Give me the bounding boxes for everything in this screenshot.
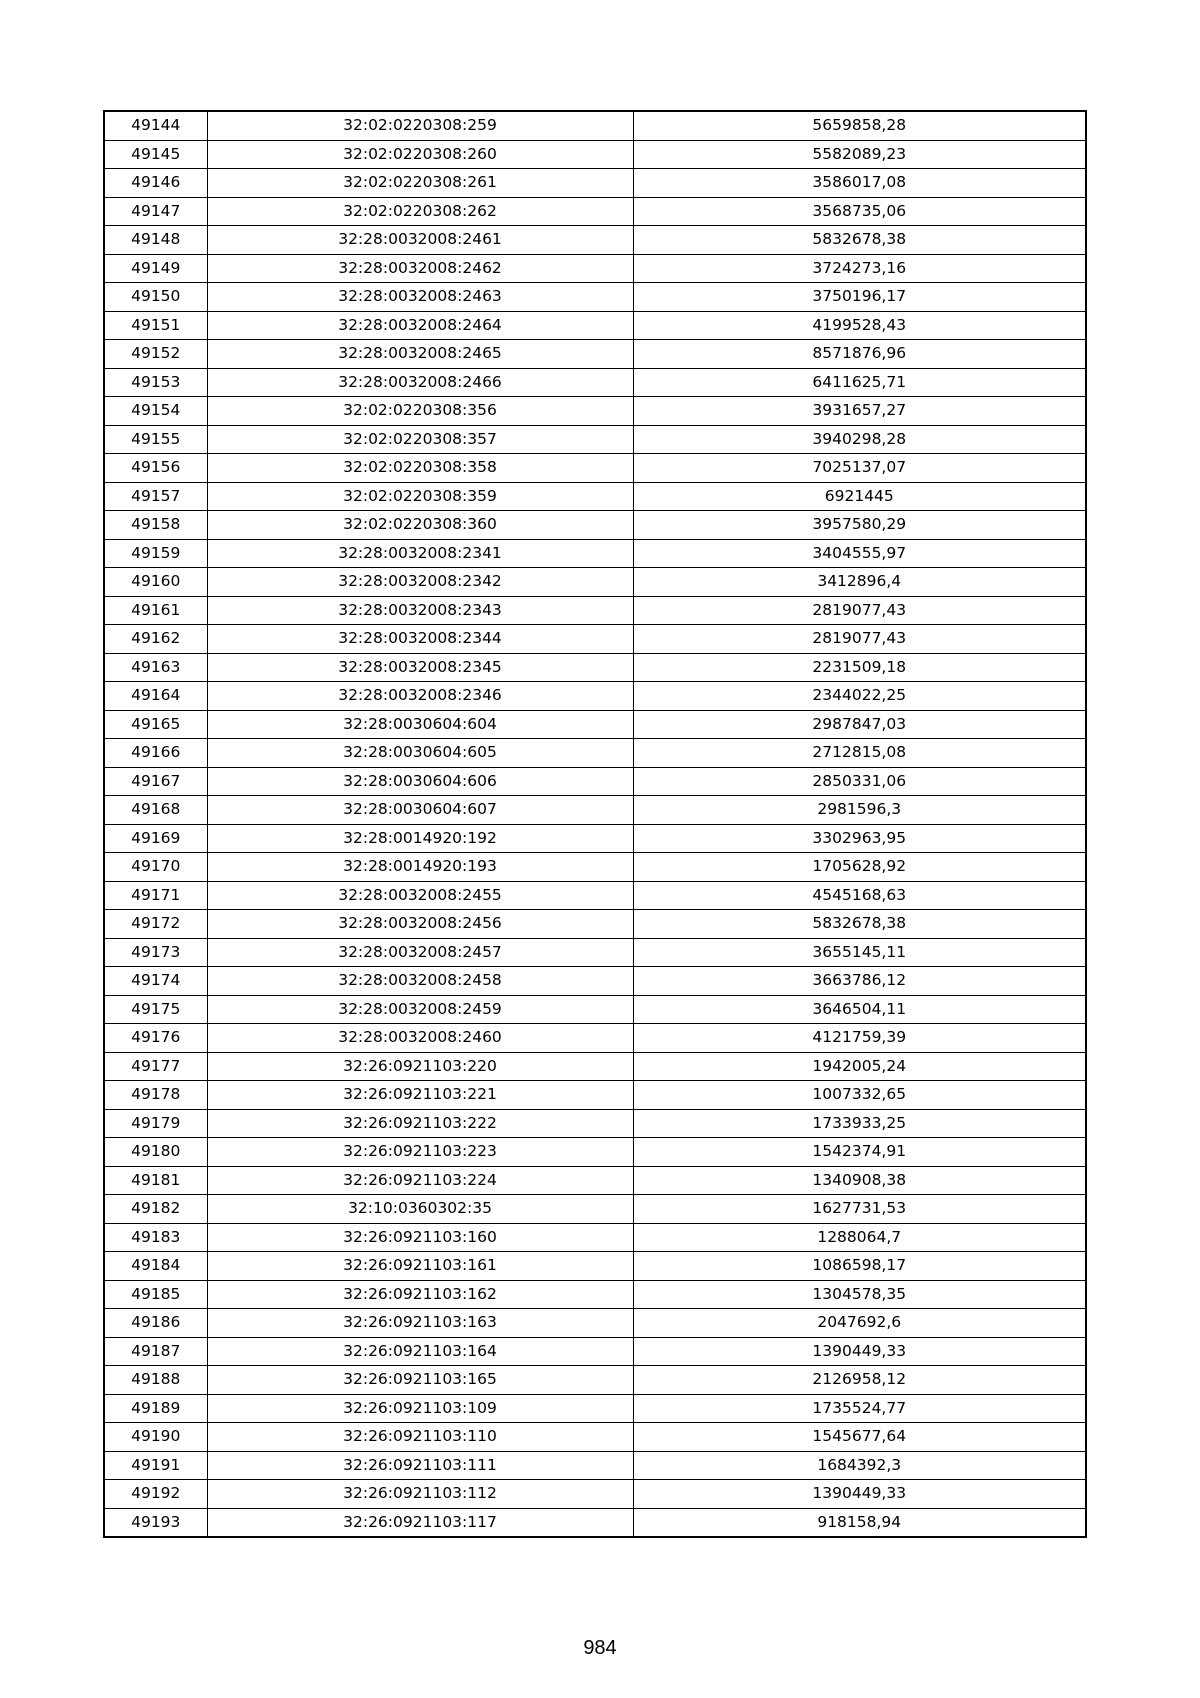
row-number-cell: 49151 — [104, 311, 207, 340]
row-number-cell: 49179 — [104, 1109, 207, 1138]
cadastral-number-cell: 32:26:0921103:220 — [207, 1052, 633, 1081]
value-cell: 1340908,38 — [633, 1166, 1086, 1195]
value-cell: 2047692,6 — [633, 1309, 1086, 1338]
table-row — [104, 596, 1086, 625]
table-row — [104, 226, 1086, 255]
table-row — [104, 111, 1086, 140]
row-number-cell: 49146 — [104, 169, 207, 198]
row-number-cell: 49172 — [104, 910, 207, 939]
table-row — [104, 767, 1086, 796]
row-number-cell: 49174 — [104, 967, 207, 996]
cadastral-number-cell: 32:26:0921103:223 — [207, 1138, 633, 1167]
cadastral-number-cell: 32:28:0032008:2455 — [207, 881, 633, 910]
table-row — [104, 311, 1086, 340]
cadastral-number-cell: 32:26:0921103:109 — [207, 1394, 633, 1423]
row-number-cell: 49173 — [104, 938, 207, 967]
table-row — [104, 1223, 1086, 1252]
cadastral-number-cell: 32:26:0921103:224 — [207, 1166, 633, 1195]
row-number-cell: 49159 — [104, 539, 207, 568]
value-cell: 1304578,35 — [633, 1280, 1086, 1309]
row-number-cell: 49150 — [104, 283, 207, 312]
value-cell: 1733933,25 — [633, 1109, 1086, 1138]
table-row — [104, 910, 1086, 939]
value-cell: 918158,94 — [633, 1508, 1086, 1537]
row-number-cell: 49158 — [104, 511, 207, 540]
cadastral-number-cell: 32:26:0921103:112 — [207, 1480, 633, 1509]
cadastral-number-cell: 32:28:0032008:2464 — [207, 311, 633, 340]
value-cell: 1942005,24 — [633, 1052, 1086, 1081]
row-number-cell: 49160 — [104, 568, 207, 597]
value-cell: 3957580,29 — [633, 511, 1086, 540]
cadastral-number-cell: 32:28:0032008:2341 — [207, 539, 633, 568]
table-row — [104, 169, 1086, 198]
value-cell: 3931657,27 — [633, 397, 1086, 426]
row-number-cell: 49162 — [104, 625, 207, 654]
table-row — [104, 739, 1086, 768]
value-cell: 2126958,12 — [633, 1366, 1086, 1395]
value-cell: 2981596,3 — [633, 796, 1086, 825]
cadastral-number-cell: 32:28:0032008:2462 — [207, 254, 633, 283]
row-number-cell: 49147 — [104, 197, 207, 226]
cadastral-number-cell: 32:02:0220308:260 — [207, 140, 633, 169]
cadastral-number-cell: 32:28:0014920:193 — [207, 853, 633, 882]
table-row — [104, 1252, 1086, 1281]
value-cell: 1007332,65 — [633, 1081, 1086, 1110]
value-cell: 3940298,28 — [633, 425, 1086, 454]
table-row — [104, 824, 1086, 853]
cadastral-number-cell: 32:26:0921103:165 — [207, 1366, 633, 1395]
row-number-cell: 49167 — [104, 767, 207, 796]
cadastral-number-cell: 32:28:0032008:2461 — [207, 226, 633, 255]
table-row — [104, 1508, 1086, 1537]
table-row — [104, 568, 1086, 597]
table-row — [104, 853, 1086, 882]
value-cell: 1735524,77 — [633, 1394, 1086, 1423]
cadastral-number-cell: 32:26:0921103:111 — [207, 1451, 633, 1480]
row-number-cell: 49193 — [104, 1508, 207, 1537]
value-cell: 1086598,17 — [633, 1252, 1086, 1281]
cadastral-number-cell: 32:28:0032008:2457 — [207, 938, 633, 967]
value-cell: 3663786,12 — [633, 967, 1086, 996]
cadastral-number-cell: 32:26:0921103:160 — [207, 1223, 633, 1252]
cadastral-number-cell: 32:28:0032008:2342 — [207, 568, 633, 597]
row-number-cell: 49180 — [104, 1138, 207, 1167]
row-number-cell: 49145 — [104, 140, 207, 169]
row-number-cell: 49154 — [104, 397, 207, 426]
value-cell: 3412896,4 — [633, 568, 1086, 597]
row-number-cell: 49185 — [104, 1280, 207, 1309]
table-row — [104, 1052, 1086, 1081]
row-number-cell: 49176 — [104, 1024, 207, 1053]
table-row — [104, 625, 1086, 654]
row-number-cell: 49187 — [104, 1337, 207, 1366]
table-row — [104, 881, 1086, 910]
value-cell: 2819077,43 — [633, 596, 1086, 625]
table-row — [104, 197, 1086, 226]
table-row — [104, 539, 1086, 568]
table-row — [104, 140, 1086, 169]
table-row — [104, 425, 1086, 454]
table-body — [104, 111, 1086, 1537]
cadastral-number-cell: 32:02:0220308:356 — [207, 397, 633, 426]
cadastral-number-cell: 32:02:0220308:360 — [207, 511, 633, 540]
cadastral-number-cell: 32:26:0921103:163 — [207, 1309, 633, 1338]
value-cell: 4545168,63 — [633, 881, 1086, 910]
value-cell: 3586017,08 — [633, 169, 1086, 198]
data-table — [103, 110, 1087, 1538]
row-number-cell: 49155 — [104, 425, 207, 454]
page-number: 984 — [583, 1637, 617, 1659]
cadastral-number-cell: 32:28:0032008:2343 — [207, 596, 633, 625]
value-cell: 2987847,03 — [633, 710, 1086, 739]
row-number-cell: 49188 — [104, 1366, 207, 1395]
row-number-cell: 49166 — [104, 739, 207, 768]
cadastral-number-cell: 32:02:0220308:358 — [207, 454, 633, 483]
value-cell: 1545677,64 — [633, 1423, 1086, 1452]
value-cell: 5832678,38 — [633, 910, 1086, 939]
cadastral-number-cell: 32:26:0921103:117 — [207, 1508, 633, 1537]
value-cell: 4199528,43 — [633, 311, 1086, 340]
cadastral-number-cell: 32:02:0220308:359 — [207, 482, 633, 511]
cadastral-number-cell: 32:26:0921103:110 — [207, 1423, 633, 1452]
row-number-cell: 49189 — [104, 1394, 207, 1423]
cadastral-number-cell: 32:28:0032008:2460 — [207, 1024, 633, 1053]
table-row — [104, 967, 1086, 996]
value-cell: 3655145,11 — [633, 938, 1086, 967]
table-row — [104, 340, 1086, 369]
value-cell: 5659858,28 — [633, 111, 1086, 140]
value-cell: 5582089,23 — [633, 140, 1086, 169]
row-number-cell: 49152 — [104, 340, 207, 369]
row-number-cell: 49177 — [104, 1052, 207, 1081]
cadastral-number-cell: 32:28:0032008:2463 — [207, 283, 633, 312]
cadastral-number-cell: 32:28:0032008:2456 — [207, 910, 633, 939]
table-row — [104, 283, 1086, 312]
cadastral-number-cell: 32:28:0030604:607 — [207, 796, 633, 825]
cadastral-number-cell: 32:28:0030604:604 — [207, 710, 633, 739]
row-number-cell: 49190 — [104, 1423, 207, 1452]
table-row — [104, 1423, 1086, 1452]
table-row — [104, 1081, 1086, 1110]
table-row — [104, 710, 1086, 739]
value-cell: 3750196,17 — [633, 283, 1086, 312]
value-cell: 3302963,95 — [633, 824, 1086, 853]
value-cell: 1390449,33 — [633, 1337, 1086, 1366]
row-number-cell: 49178 — [104, 1081, 207, 1110]
value-cell: 4121759,39 — [633, 1024, 1086, 1053]
table-row — [104, 1280, 1086, 1309]
value-cell: 2819077,43 — [633, 625, 1086, 654]
row-number-cell: 49175 — [104, 995, 207, 1024]
row-number-cell: 49181 — [104, 1166, 207, 1195]
cadastral-number-cell: 32:28:0030604:605 — [207, 739, 633, 768]
table-row — [104, 938, 1086, 967]
cadastral-number-cell: 32:28:0032008:2458 — [207, 967, 633, 996]
table-row — [104, 254, 1086, 283]
value-cell: 6411625,71 — [633, 368, 1086, 397]
row-number-cell: 49144 — [104, 111, 207, 140]
cadastral-number-cell: 32:28:0032008:2344 — [207, 625, 633, 654]
table-row — [104, 1109, 1086, 1138]
table-row — [104, 397, 1086, 426]
cadastral-number-cell: 32:28:0014920:192 — [207, 824, 633, 853]
row-number-cell: 49171 — [104, 881, 207, 910]
table-row — [104, 682, 1086, 711]
value-cell: 1390449,33 — [633, 1480, 1086, 1509]
row-number-cell: 49161 — [104, 596, 207, 625]
cadastral-number-cell: 32:26:0921103:222 — [207, 1109, 633, 1138]
table-row — [104, 368, 1086, 397]
value-cell: 3404555,97 — [633, 539, 1086, 568]
cadastral-number-cell: 32:28:0032008:2465 — [207, 340, 633, 369]
value-cell: 5832678,38 — [633, 226, 1086, 255]
table-row — [104, 454, 1086, 483]
row-number-cell: 49170 — [104, 853, 207, 882]
table-row — [104, 1309, 1086, 1338]
cadastral-number-cell: 32:02:0220308:259 — [207, 111, 633, 140]
value-cell: 1627731,53 — [633, 1195, 1086, 1224]
cadastral-number-cell: 32:26:0921103:221 — [207, 1081, 633, 1110]
row-number-cell: 49182 — [104, 1195, 207, 1224]
table-row — [104, 1394, 1086, 1423]
value-cell: 2850331,06 — [633, 767, 1086, 796]
cadastral-number-cell: 32:28:0030604:606 — [207, 767, 633, 796]
table-row — [104, 995, 1086, 1024]
table-row — [104, 482, 1086, 511]
row-number-cell: 49153 — [104, 368, 207, 397]
cadastral-number-cell: 32:02:0220308:262 — [207, 197, 633, 226]
value-cell: 1542374,91 — [633, 1138, 1086, 1167]
value-cell: 6921445 — [633, 482, 1086, 511]
value-cell: 1288064,7 — [633, 1223, 1086, 1252]
value-cell: 3568735,06 — [633, 197, 1086, 226]
cadastral-number-cell: 32:10:0360302:35 — [207, 1195, 633, 1224]
row-number-cell: 49184 — [104, 1252, 207, 1281]
table-row — [104, 1195, 1086, 1224]
row-number-cell: 49191 — [104, 1451, 207, 1480]
value-cell: 3646504,11 — [633, 995, 1086, 1024]
row-number-cell: 49156 — [104, 454, 207, 483]
table-row — [104, 1024, 1086, 1053]
cadastral-number-cell: 32:26:0921103:161 — [207, 1252, 633, 1281]
row-number-cell: 49169 — [104, 824, 207, 853]
value-cell: 2231509,18 — [633, 653, 1086, 682]
table-row — [104, 1166, 1086, 1195]
row-number-cell: 49148 — [104, 226, 207, 255]
cadastral-number-cell: 32:02:0220308:261 — [207, 169, 633, 198]
value-cell: 2712815,08 — [633, 739, 1086, 768]
row-number-cell: 49165 — [104, 710, 207, 739]
table-row — [104, 1451, 1086, 1480]
table-row — [104, 653, 1086, 682]
row-number-cell: 49163 — [104, 653, 207, 682]
cadastral-number-cell: 32:26:0921103:164 — [207, 1337, 633, 1366]
value-cell: 8571876,96 — [633, 340, 1086, 369]
row-number-cell: 49186 — [104, 1309, 207, 1338]
row-number-cell: 49192 — [104, 1480, 207, 1509]
value-cell: 7025137,07 — [633, 454, 1086, 483]
row-number-cell: 49149 — [104, 254, 207, 283]
cadastral-number-cell: 32:28:0032008:2466 — [207, 368, 633, 397]
row-number-cell: 49157 — [104, 482, 207, 511]
table-row — [104, 1366, 1086, 1395]
cadastral-number-cell: 32:28:0032008:2459 — [207, 995, 633, 1024]
row-number-cell: 49164 — [104, 682, 207, 711]
table-row — [104, 1138, 1086, 1167]
table-row — [104, 796, 1086, 825]
cadastral-number-cell: 32:02:0220308:357 — [207, 425, 633, 454]
cadastral-number-cell: 32:28:0032008:2346 — [207, 682, 633, 711]
table-row — [104, 1337, 1086, 1366]
cadastral-number-cell: 32:28:0032008:2345 — [207, 653, 633, 682]
table-row — [104, 1480, 1086, 1509]
row-number-cell: 49183 — [104, 1223, 207, 1252]
table-row — [104, 511, 1086, 540]
value-cell: 2344022,25 — [633, 682, 1086, 711]
value-cell: 1684392,3 — [633, 1451, 1086, 1480]
row-number-cell: 49168 — [104, 796, 207, 825]
value-cell: 1705628,92 — [633, 853, 1086, 882]
cadastral-number-cell: 32:26:0921103:162 — [207, 1280, 633, 1309]
value-cell: 3724273,16 — [633, 254, 1086, 283]
